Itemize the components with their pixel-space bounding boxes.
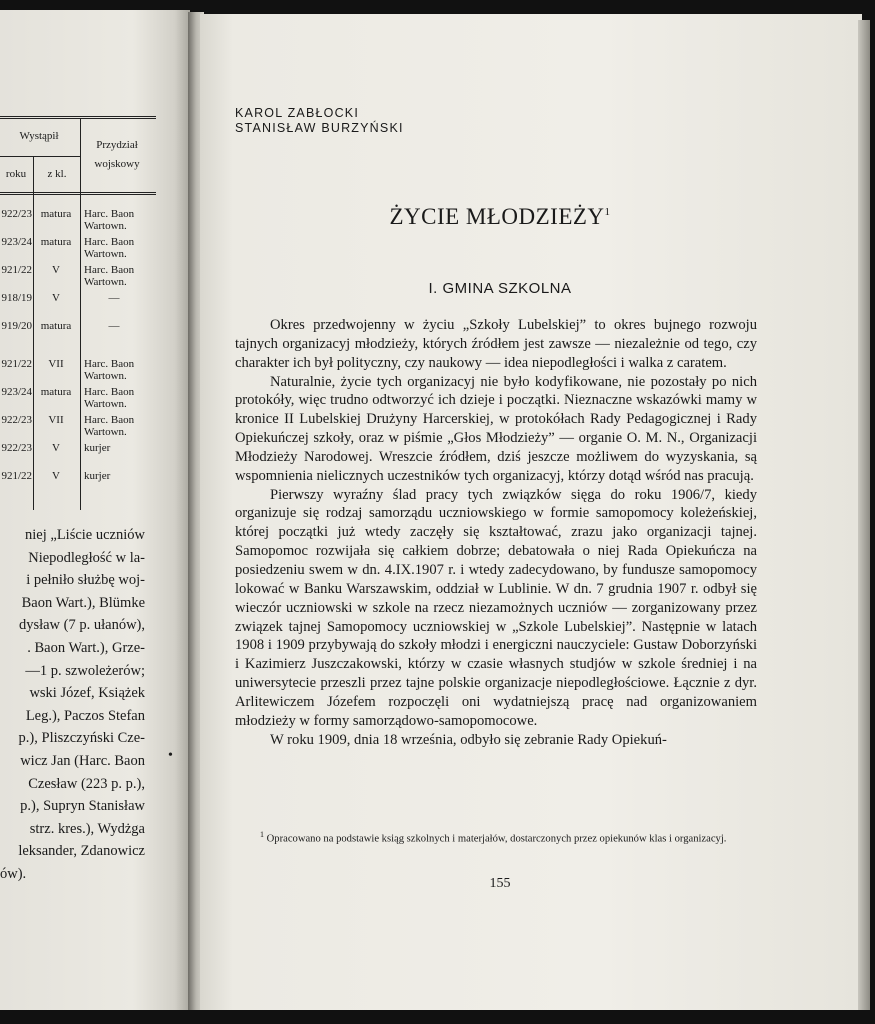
cell-class: VII [48,414,64,426]
cell-year: 922/23 [1,208,32,220]
cell-class: VII [48,358,64,370]
cell-class: matura [40,320,72,332]
author-2: STANISŁAW BURZYŃSKI [235,121,404,135]
cell-assignment: Harc. Baon Wartown. [84,386,135,410]
cell-assignment: — [108,292,120,304]
chapter-title [200,204,800,230]
cell-assignment: — [108,320,120,332]
cell-class: V [52,470,60,482]
left-page-text [0,524,145,886]
left-text-line: dysław (7 p. ułanów), [18,617,145,634]
cell-year: 922/23 [1,442,32,454]
table-row [0,236,156,262]
cell-year: 918/19 [1,292,32,304]
table-subheader-rule [0,156,80,157]
left-text-line: . Baon Wart.), Grze- [27,639,145,656]
cell-assignment: Harc. Baon Wartown. [84,208,135,232]
cell-year: 922/23 [1,414,32,426]
header-przydzial: Przydział wojskowy [94,139,140,170]
body-text [235,316,757,749]
left-text-line: wicz Jan (Harc. Baon [20,752,145,769]
footnote [235,827,757,847]
table-row [0,292,156,318]
table-row [0,208,156,234]
title-footnote-mark: 1 [604,206,611,218]
cell-assignment: Harc. Baon Wartown. [84,264,135,288]
left-text-line: niej „Liście uczniów [25,527,145,543]
chapter-title-text: ŻYCIE MŁODZIEŻY [389,204,605,229]
table-header-rule-double [0,194,156,195]
section-heading: I. GMINA SZKOLNA [428,280,572,297]
cell-year: 919/20 [1,320,32,332]
footnote-mark: 1 [260,830,264,839]
cell-class: matura [40,208,72,220]
paragraph-1: Okres przedwojenny w życiu „Szkoły Lubelskiej” to okres bujnego rozwoju tajnych organizacyj młodzieży, których źródłem jest zawsze — niezależnie od tego, czy charakter ich był polityczny, czy naukowy — idea niepodległości i walka z caratem. [235,317,757,371]
table-row [0,442,156,468]
paragraph-3: Pierwszy wyraźny ślad pracy tych związków sięga do roku 1906/7, kiedy organizuje się rodzaj samorządu uczniowskiego w formie samopomocy koleżeńskiej, której początki już wtedy zaczęły się kształtować, zrazu jako organizacji tajnej. Samopomoc rozwijała się całkiem dobrze; debatowała o niej Rada Opiekuńcza na posiedzeniu swem w dn. 4.IX.1907 r. i wtedy zadecydowano, by fundusze samopomocy lokować w Banku Warszawskim, oddział w Lublinie. W dn. 7 grudnia 1907 r. odbył się wieczór uczniowski w szkole na rzecz niezamożnych uczniów — zorganizowany przez związek tajnej Samopomocy uczniowskiej w „Szkole Lubelskiej”. Następnie w latach 1908 i 1909 przybywają do szkoły młodzi i energiczni nauczyciele: Gustaw Doborzyński i Kazimierz Juszczakowski, którzy w czasie własnych studjów w szkole średniej i na uniwersytecie przeszli przez tajne polskie organizacje niepodległościowe. Łącznie z dyr. Arlitewiczem Józefem rozpoczęli oni wydatniejszą pracę nad organizowaniem młodzieży w formy samorządowo-samopomocowe. [235,486,757,729]
authors [235,106,404,136]
left-text-line: p.), Pliszczyński Cze- [18,730,145,747]
table-row [0,264,156,290]
service-table [0,106,156,510]
header-wystapil: Wystąpił [19,130,59,142]
cell-year: 921/22 [1,264,32,276]
table-row [0,414,156,440]
bullet-mark: • [168,748,173,763]
left-text-line: Czesław (223 p. p.), [28,775,145,792]
cell-assignment: kurjer [84,442,111,454]
table-row [0,358,156,384]
cell-class: V [52,292,60,304]
author-1: KAROL ZABŁOCKI [235,106,360,120]
cell-class: V [52,442,60,454]
table-row [0,320,156,346]
cell-class: matura [40,386,72,398]
table-header-rule [0,192,156,193]
left-text-line: Baon Wart.), Blümke [21,594,145,611]
table-row [0,386,156,412]
cell-year: 923/24 [1,386,32,398]
left-text-line: Leg.), Paczos Stefan [25,707,145,724]
cell-class: V [52,264,60,276]
table-top-rule [0,116,156,117]
left-text-line: ów). [0,865,27,882]
page-edge [858,20,870,1010]
left-text-line: Niepodległość w la- [28,549,145,566]
cell-assignment: Harc. Baon Wartown. [84,414,135,438]
cell-year: 921/22 [1,358,32,370]
paragraph-4: W roku 1909, dnia 18 września, odbyło się zebranie Rady Opiekuń- [270,731,667,748]
right-page [200,14,862,1010]
table-row [0,470,156,496]
left-text-line: p.), Supryn Stanisław [20,798,145,815]
header-z-kl: z kl. [47,168,67,180]
cell-year: 923/24 [1,236,32,248]
page-number: 155 [489,876,511,891]
paragraph-2: Naturalnie, życie tych organizacyj nie było kodyfikowane, nie pozostały po nich protokóły, więc trudno odtworzyć ich dzieje i początki. Nieznaczne wskazówki mamy w kronice II Lubelskiej Drużyny Harcerskiej, w protokółach Rady Pedagogicznej i Rady Opiekuńczej szkoły, oraz w piśmie „Głos Młodzieży” — organie O. M. N., Organizacji Młodzieży Narodowej. Wreszcie źródłem, dziś jeszcze możliwem do wyzyskania, są wspomnienia nielicznych uczestników tych organizacyj, którzy dotąd wśród nas pracują. [235,373,757,484]
left-text-line: i pełniło służbę woj- [26,572,145,589]
cell-year: 921/22 [1,470,32,482]
left-text-line: leksander, Zdanowicz [18,843,145,860]
left-page [0,10,190,1010]
footnote-text: Opracowano na podstawie ksiąg szkolnych i materjałów, dostarczonych przez opiekunów klas i organizacyj. [266,833,727,845]
table-top-rule-double [0,118,156,119]
cell-assignment: kurjer [84,470,111,482]
cell-class: matura [40,236,72,248]
left-text-line: strz. kres.), Wydżga [29,820,145,837]
cell-assignment: Harc. Baon Wartown. [84,236,135,260]
header-roku: roku [5,168,27,180]
cell-assignment: Harc. Baon Wartown. [84,358,135,382]
left-text-line: wski Józef, Książek [29,685,145,702]
left-text-line: —1 p. szwoleżerów; [25,662,145,679]
